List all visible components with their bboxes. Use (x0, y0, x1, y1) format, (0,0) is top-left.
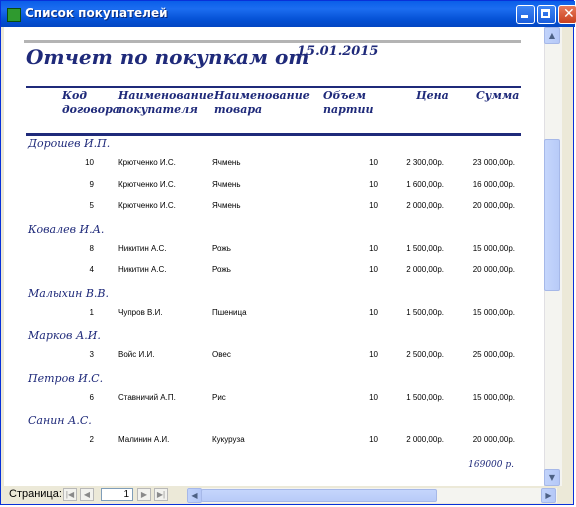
group-header: Санин А.С. (28, 414, 92, 427)
cell-sum: 20 000,00р. (472, 201, 515, 210)
header-rule-top (26, 86, 521, 88)
header-rule-bottom (26, 133, 521, 136)
cell-code: 10 (85, 158, 94, 167)
col-header-product-line1: Наименование (214, 89, 310, 102)
group-header: Марков А.И. (28, 329, 101, 342)
cell-volume: 10 (369, 265, 378, 274)
cell-sum: 16 000,00р. (472, 179, 515, 189)
cell-volume: 10 (369, 243, 378, 253)
group-header: Дорошев И.П. (28, 137, 111, 150)
cell-code: 1 (89, 307, 94, 317)
cell-buyer: Малинин А.И. (118, 435, 170, 444)
title-bar[interactable] (1, 1, 575, 27)
scroll-down-button[interactable]: ▼ (544, 469, 560, 486)
cell-sum: 15 000,00р. (472, 392, 515, 402)
cell-volume: 10 (369, 435, 378, 444)
cell-buyer: Никитин А.С. (118, 265, 167, 274)
cell-price: 1 500,00р. (406, 307, 444, 317)
cell-code: 6 (89, 392, 94, 402)
close-button[interactable] (558, 5, 576, 24)
col-header-buyer-line1: Наименование (118, 89, 214, 102)
cell-buyer: Войс И.И. (118, 350, 155, 359)
first-page-button[interactable]: |◀ (63, 488, 77, 501)
previous-page-button[interactable]: ◀ (80, 488, 94, 501)
cell-product: Пшеница (212, 307, 247, 317)
cell-sum: 15 000,00р. (472, 243, 515, 253)
cell-sum: 20 000,00р. (472, 435, 515, 444)
cell-product: Рожь (212, 243, 231, 253)
col-header-volume-line1: Объем (323, 89, 366, 102)
group-header: Петров И.С. (28, 371, 104, 385)
col-header-volume-line2: партии (323, 103, 374, 116)
cell-product: Рис (212, 392, 226, 402)
cell-price: 1 600,00р. (406, 179, 444, 189)
cell-code: 2 (89, 435, 94, 444)
cell-volume: 10 (369, 179, 378, 189)
last-page-button[interactable]: ▶| (154, 488, 168, 501)
cell-product: Овес (212, 350, 231, 359)
cell-price: 2 500,00р. (406, 350, 444, 359)
cell-product: Ячмень (212, 179, 241, 189)
scroll-up-button[interactable]: ▲ (544, 27, 560, 44)
cell-price: 2 000,00р. (406, 435, 444, 444)
cell-buyer: Никитин А.С. (118, 243, 167, 253)
vertical-scroll-thumb[interactable] (544, 139, 560, 291)
cell-code: 3 (89, 350, 94, 359)
cell-sum: 23 000,00р. (472, 158, 515, 167)
cell-code: 4 (89, 265, 94, 274)
cell-sum: 25 000,00р. (472, 350, 515, 359)
report-icon (7, 8, 21, 22)
cell-volume: 10 (369, 350, 378, 359)
minimize-icon (521, 15, 528, 18)
cell-volume: 10 (369, 201, 378, 210)
group-header: Малыхин В.В. (28, 286, 109, 300)
window-title: Список покупателей (25, 6, 168, 20)
cell-sum: 20 000,00р. (472, 265, 515, 274)
maximize-button[interactable] (537, 5, 556, 24)
col-header-contract-line1: Код (62, 89, 87, 102)
report-date: 15.01.2015 (297, 44, 379, 59)
next-page-button[interactable]: ▶ (137, 488, 151, 501)
top-rule (24, 40, 521, 43)
col-header-contract (62, 89, 120, 117)
report-title: Отчет по покупкам от (26, 45, 310, 69)
cell-price: 1 500,00р. (406, 392, 444, 402)
col-header-buyer-line2: покупателя (118, 103, 198, 116)
group-header: Ковалев И.А. (28, 222, 105, 236)
cell-product: Ячмень (212, 158, 241, 167)
report-preview (4, 27, 544, 486)
cell-product: Ячмень (212, 201, 241, 210)
cell-code: 8 (89, 243, 94, 253)
maximize-icon (541, 9, 550, 18)
col-header-contract-line2: договора (62, 103, 120, 116)
cell-price: 2 000,00р. (406, 265, 444, 274)
cell-volume: 10 (369, 307, 378, 317)
cell-sum: 15 000,00р. (472, 307, 515, 317)
col-header-buyer (118, 89, 214, 117)
col-header-product (214, 89, 310, 117)
col-header-product-line2: товара (214, 103, 263, 116)
cell-buyer: Крютченко И.С. (118, 179, 176, 189)
page-number-input[interactable]: 1 (101, 488, 133, 501)
minimize-button[interactable] (516, 5, 535, 24)
cell-product: Кукуруза (212, 435, 245, 444)
close-icon: ✕ (563, 6, 575, 22)
col-header-sum: Сумма (476, 89, 520, 102)
cell-price: 2 000,00р. (406, 201, 444, 210)
horizontal-scroll-thumb[interactable] (201, 489, 437, 502)
cell-buyer: Крютченко И.С. (118, 158, 176, 167)
cell-volume: 10 (369, 392, 378, 402)
cell-code: 9 (89, 179, 94, 189)
scroll-left-button[interactable]: ◀ (187, 488, 202, 503)
cell-price: 1 500,00р. (406, 243, 444, 253)
cell-buyer: Ставничий А.П. (118, 392, 176, 402)
col-header-volume (323, 89, 373, 117)
cell-price: 2 300,00р. (406, 158, 444, 167)
cell-volume: 10 (369, 158, 378, 167)
col-header-price: Цена (416, 89, 449, 102)
report-total: 169000 р. (468, 459, 514, 470)
page-label: Страница: (9, 488, 62, 500)
cell-code: 5 (89, 201, 94, 210)
scroll-right-button[interactable]: ▶ (541, 488, 556, 503)
cell-buyer: Чупров В.И. (118, 307, 163, 317)
cell-buyer: Крютченко И.С. (118, 201, 176, 210)
cell-product: Рожь (212, 265, 231, 274)
